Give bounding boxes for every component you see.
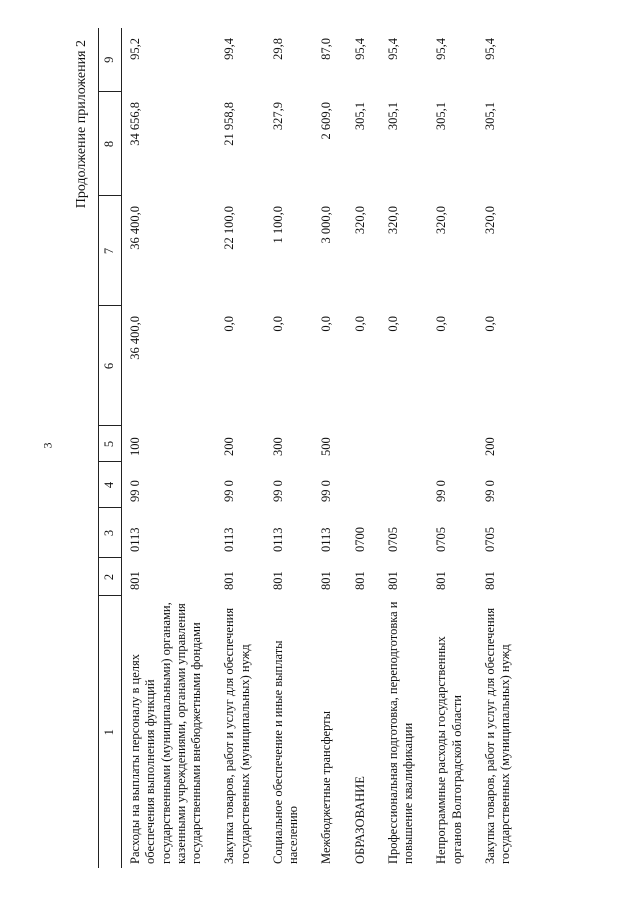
column-header-3: 3 [99,508,122,558]
cell-c9: 95,4 [434,38,449,60]
cell-c6: 0,0 [319,316,334,332]
cell-c7: 3 000,0 [319,206,334,244]
cell-c4: 99 0 [128,480,142,502]
cell-c4: 99 0 [482,480,497,502]
cell-c5: 500 [319,437,334,456]
budget-table [98,28,525,868]
cell-c5 [428,426,477,462]
cell-c9: 95,4 [482,38,497,60]
cell-c9: 87,0 [319,38,334,60]
cell-c2: 801 [270,571,285,590]
cell-c6: 0,0 [385,316,400,332]
cell-c8: 305,1 [352,102,367,131]
column-header-1: 1 [99,596,122,868]
table-row [122,28,217,868]
cell-c8: 305,1 [434,102,449,131]
row-name: Закупка товаров, работ и услуг для обеспечения государственных (муниципальных) нужд [222,607,252,864]
cell-c4: 99 0 [222,480,237,502]
column-header-6: 6 [99,306,122,426]
cell-c7: 36 400,0 [128,206,142,250]
cell-c9: 99,4 [222,38,237,60]
table-row [380,28,429,868]
table-row [477,28,526,868]
table-row [347,28,380,868]
column-header-2: 2 [99,558,122,596]
cell-c7: 320,0 [434,206,449,235]
cell-c5: 300 [270,437,285,456]
table-body [122,28,526,868]
continuation-label: Продолжение приложения 2 [74,40,89,209]
table-row [216,28,265,868]
row-name: Социальное обеспечение и иные выплаты населению [270,640,300,864]
cell-c6: 0,0 [482,316,497,332]
cell-c8: 34 656,8 [128,102,142,146]
table-row [428,28,477,868]
cell-c6: 0,0 [434,316,449,332]
cell-c4: 99 0 [434,480,449,502]
cell-c6: 0,0 [222,316,237,332]
table-row [313,28,346,868]
cell-c7: 1 100,0 [270,206,285,244]
cell-c4: 99 0 [270,480,285,502]
cell-c2: 801 [352,571,367,590]
cell-c7: 320,0 [385,206,400,235]
cell-c8: 2 609,0 [319,102,334,140]
column-header-9: 9 [99,28,122,92]
cell-c3: 0705 [385,527,400,552]
cell-c2: 801 [434,571,449,590]
cell-c7: 320,0 [482,206,497,235]
cell-c3: 0113 [270,527,285,552]
cell-c2: 801 [222,571,237,590]
column-header-8: 8 [99,92,122,196]
cell-c3: 0113 [319,527,334,552]
cell-c3: 0705 [434,527,449,552]
cell-c8: 305,1 [482,102,497,131]
column-header-5: 5 [99,426,122,462]
cell-c6: 36 400,0 [128,316,142,360]
row-name: Межбюджетные трансферты [319,710,334,864]
column-header-7: 7 [99,196,122,306]
cell-c8: 21 958,8 [222,102,237,146]
table-row [265,28,314,868]
cell-c3: 0113 [222,527,237,552]
column-number-row [99,28,122,868]
row-name: Непрограммные расходы государственных органов Волгоградской области [434,636,464,864]
cell-c2: 801 [319,571,334,590]
row-name: ОБРАЗОВАНИЕ [352,776,367,864]
cell-c8: 327,9 [270,102,285,131]
cell-c5: 100 [128,437,142,456]
cell-c2: 801 [482,571,497,590]
cell-c6: 0,0 [270,316,285,332]
cell-c6: 0,0 [352,316,367,332]
cell-c3: 0700 [352,527,367,552]
cell-c4: 99 0 [319,480,334,502]
cell-c7: 320,0 [352,206,367,235]
column-header-4: 4 [99,462,122,508]
cell-c5 [347,426,380,462]
cell-c9: 95,2 [128,38,142,60]
cell-c5: 200 [222,437,237,456]
cell-c9: 95,4 [385,38,400,60]
cell-c2: 801 [128,571,142,590]
rotated-table-sheet [74,28,634,880]
cell-c9: 29,8 [270,38,285,60]
cell-c7: 22 100,0 [222,206,237,250]
cell-c3: 0113 [128,527,142,552]
cell-c4 [347,462,380,508]
cell-c5: 200 [482,437,497,456]
cell-c2: 801 [385,571,400,590]
cell-c8: 305,1 [385,102,400,131]
cell-c9: 95,4 [352,38,367,60]
cell-c4 [380,462,429,508]
row-name: Закупка товаров, работ и услуг для обеспечения государственных (муниципальных) нужд [482,607,512,864]
row-name: Профессиональная подготовка, переподготовка и повышение квалификации [385,601,415,864]
row-name: Расходы на выплаты персоналу в целях обеспечения выполнения функций государственными (муниципальными) органами, казенными учреждениями, органами управления государственными внебюджетными фондами [128,602,203,864]
cell-c5 [380,426,429,462]
page-number: 3 [40,442,55,449]
cell-c3: 0705 [482,527,497,552]
